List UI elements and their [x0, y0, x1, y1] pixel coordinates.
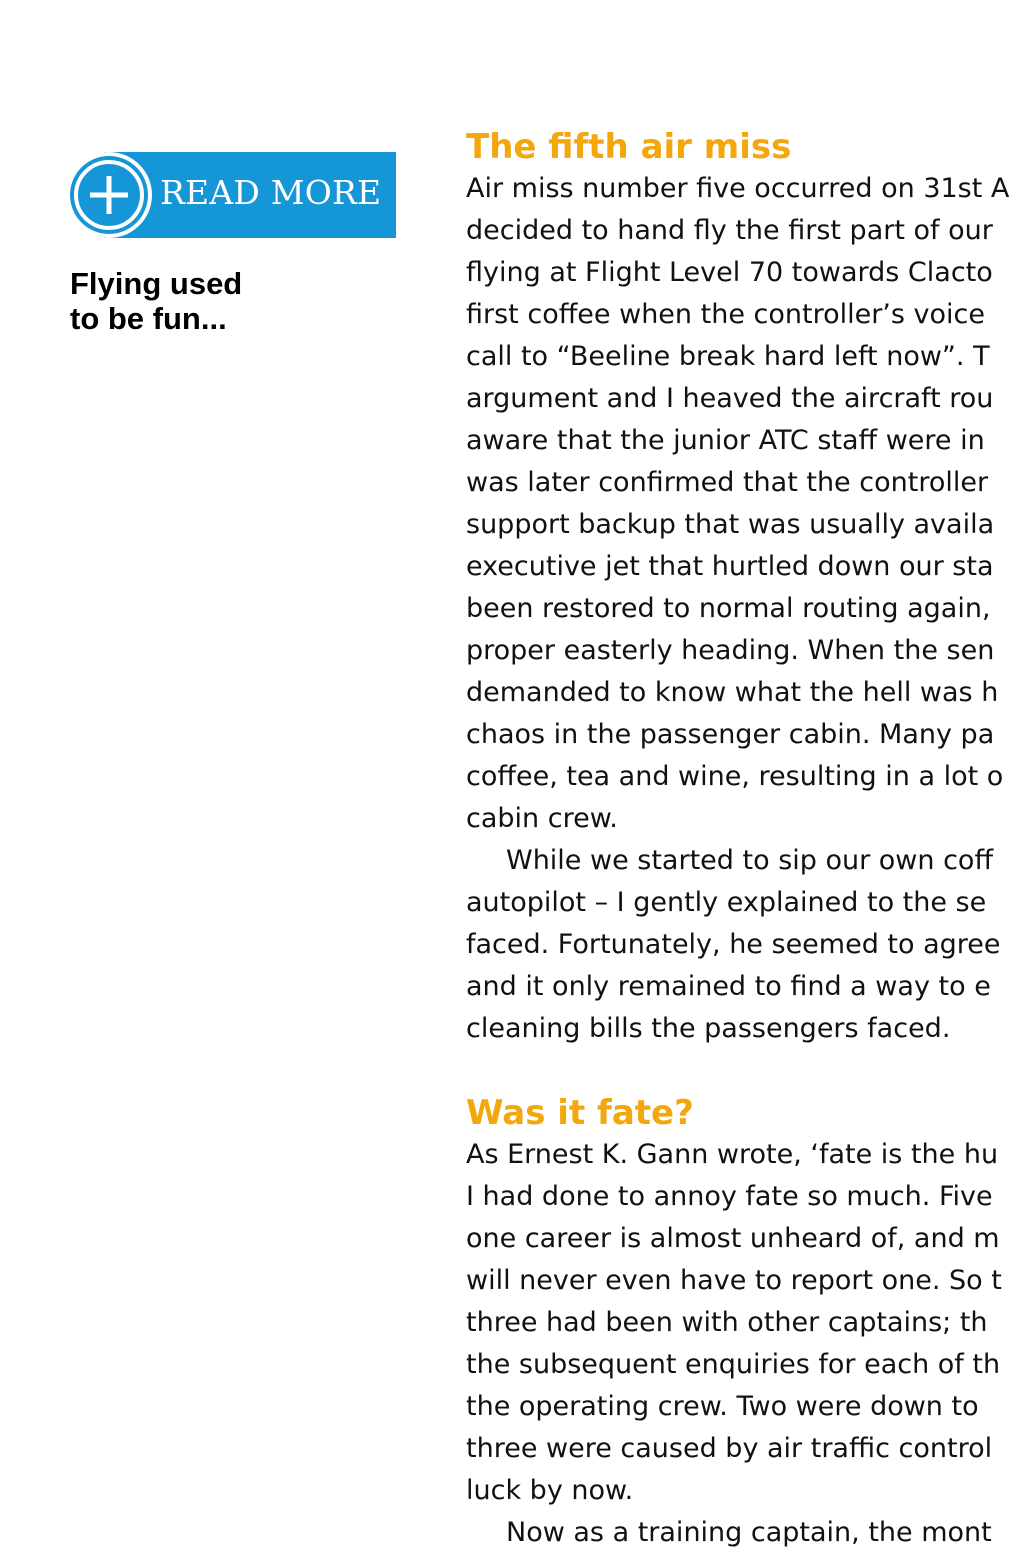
- text-line: faced. Fortunately, he seemed to agree: [466, 929, 1001, 960]
- text-line: one career is almost unheard of, and m: [466, 1223, 1000, 1254]
- read-more-button[interactable]: [70, 152, 396, 238]
- text-line: decided to hand fly the first part of our: [466, 215, 993, 246]
- text-line: support backup that was usually availa: [466, 509, 995, 540]
- text-line: Air miss number five occurred on 31st A: [466, 173, 1010, 204]
- section-heading-fifth-air-miss: The fifth air miss: [466, 127, 792, 167]
- section-heading-was-it-fate: Was it fate?: [466, 1093, 694, 1133]
- section-gap: [466, 1050, 1024, 1092]
- caption-line: Flying used: [70, 266, 243, 301]
- text-line: While we started to sip our own coff: [506, 845, 994, 876]
- text-line: first coffee when the controller’s voice: [466, 299, 985, 330]
- text-line: aware that the junior ATC staff were in: [466, 425, 985, 456]
- text-line: cabin crew.: [466, 803, 618, 834]
- article-body: [466, 126, 1024, 1554]
- text-line: argument and I heaved the aircraft rou: [466, 383, 994, 414]
- text-line: call to “Beeline break hard left now”. T: [466, 341, 990, 372]
- text-line: flying at Flight Level 70 towards Clacto: [466, 257, 993, 288]
- text-line: will never even have to report one. So t: [466, 1265, 1002, 1296]
- text-line: chaos in the passenger cabin. Many pa: [466, 719, 995, 750]
- text-line: executive jet that hurtled down our sta: [466, 551, 994, 582]
- text-line: three had been with other captains; th: [466, 1307, 988, 1338]
- sidebar: [70, 152, 400, 336]
- text-line: coffee, tea and wine, resulting in a lot o: [466, 761, 1004, 792]
- text-line: cleaning bills the passengers faced.: [466, 1013, 951, 1044]
- caption-line: to be fun...: [70, 301, 227, 336]
- text-line: proper easterly heading. When the sen: [466, 635, 995, 666]
- section-text-was-it-fate: [466, 1134, 1024, 1554]
- text-line: three were caused by air traffic control: [466, 1433, 993, 1464]
- text-line: autopilot – I gently explained to the se: [466, 887, 987, 918]
- text-line: was later confirmed that the controller: [466, 467, 989, 498]
- text-line: I had done to annoy fate so much. Five: [466, 1181, 993, 1212]
- text-line: As Ernest K. Gann wrote, ‘fate is the hu: [466, 1139, 999, 1170]
- text-line: the operating crew. Two were down to: [466, 1391, 979, 1422]
- text-line: the subsequent enquiries for each of th: [466, 1349, 1001, 1380]
- text-line: luck by now.: [466, 1475, 634, 1506]
- text-line: Now as a training captain, the mont: [506, 1517, 992, 1548]
- text-line: been restored to normal routing again,: [466, 593, 991, 624]
- text-line: demanded to know what the hell was h: [466, 677, 999, 708]
- read-more-label: READ MORE: [160, 173, 382, 212]
- section-text-fifth-air-miss: [466, 168, 1024, 1050]
- sidebar-caption: [70, 266, 400, 336]
- plus-circle-icon: [70, 156, 148, 234]
- text-line: and it only remained to find a way to e: [466, 971, 991, 1002]
